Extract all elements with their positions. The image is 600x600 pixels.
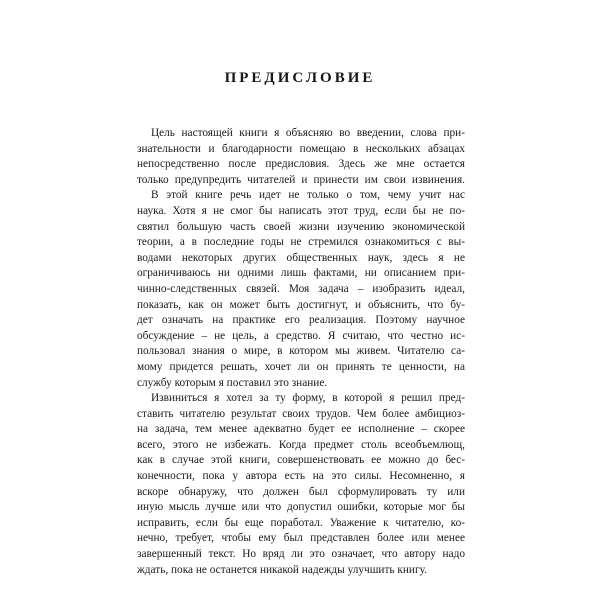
text-line: мому придется решать, хочет ли он принять те ценности, на bbox=[137, 360, 465, 373]
text-line: ограничиваюсь ни одними лишь фактами, ни описанием при- bbox=[137, 267, 465, 280]
paragraph-2 bbox=[137, 188, 465, 391]
text-line: святил большую часть своей жизни изучению экономической bbox=[137, 220, 465, 233]
text-line: непосредственно после предисловия. Здесь же мне остается bbox=[137, 158, 465, 171]
text-line: наука. Хотя я не смог бы написать этот труд, если бы не по- bbox=[137, 204, 465, 217]
text-line: на задача, тем менее адекватно будет ее исполнение – скорее bbox=[137, 423, 465, 436]
text-line: как в случае этой книги, совершенствовать ее можно до бес- bbox=[137, 454, 465, 467]
text-line: иную мысль лучше или что допустил ошибки, которые мог бы bbox=[137, 501, 465, 514]
text-line: всего, этого не избежать. Когда предмет столь всеобъемлющ, bbox=[137, 438, 465, 451]
text-line: теории, а в последние годы не стремился ознакомиться с вы- bbox=[137, 236, 465, 249]
text-line: нечно, требует, чтобы ему был представлен более или менее bbox=[137, 532, 465, 545]
text-line: Цель настоящей книги я объясняю во введении, слова при- bbox=[151, 127, 465, 139]
text-line: пользовал знания о мире, в котором мы живем. Читателю са- bbox=[137, 345, 465, 358]
paragraph-3 bbox=[137, 391, 465, 578]
text-line: конечности, пока у автора есть на это силы. Несомненно, я bbox=[137, 470, 465, 483]
text-line: вскоре обнаружу, что должен был сформулировать ту или bbox=[137, 485, 465, 498]
text-line: Извиниться я хотел за ту форму, в которой я решил пред- bbox=[151, 392, 465, 405]
text-line: чинно-следственных связей. Моя задача – изобразить идеал, bbox=[137, 282, 465, 295]
text-line: ждать, пока не останется никакой надежды улучшить книгу. bbox=[137, 563, 427, 576]
text-line: исправить, если бы еще поработал. Уважение к читателю, ко- bbox=[137, 516, 465, 529]
body-text bbox=[137, 126, 465, 578]
text-line: водами некоторых других общественных наук, здесь я не bbox=[137, 251, 465, 264]
text-line: ставить читателю результат своих трудов. Чем более амбициоз- bbox=[137, 407, 465, 420]
text-line: В этой книге речь идет не только о том, чему учит нас bbox=[151, 189, 465, 202]
text-line: завершенный текст. Но вряд ли это означает, что автору надо bbox=[137, 548, 465, 561]
text-line: обсуждение – не цель, а средство. Я считаю, что честно ис- bbox=[137, 329, 465, 342]
page-title: ПРЕДИСЛОВИЕ bbox=[224, 70, 376, 86]
text-line: дет означать на практике его реализация. Поэтому научное bbox=[137, 314, 465, 327]
text-line: службу которым я поставил это знание. bbox=[137, 376, 328, 389]
paragraph-1 bbox=[137, 126, 465, 188]
text-line: только предупредить читателей и принести им свои извинения. bbox=[137, 173, 465, 186]
text-line: показать, как он может быть достигнут, и объяснить, что бу- bbox=[137, 298, 465, 311]
text-line: знательности и благодарности помещаю в нескольких абзацах bbox=[137, 142, 465, 155]
